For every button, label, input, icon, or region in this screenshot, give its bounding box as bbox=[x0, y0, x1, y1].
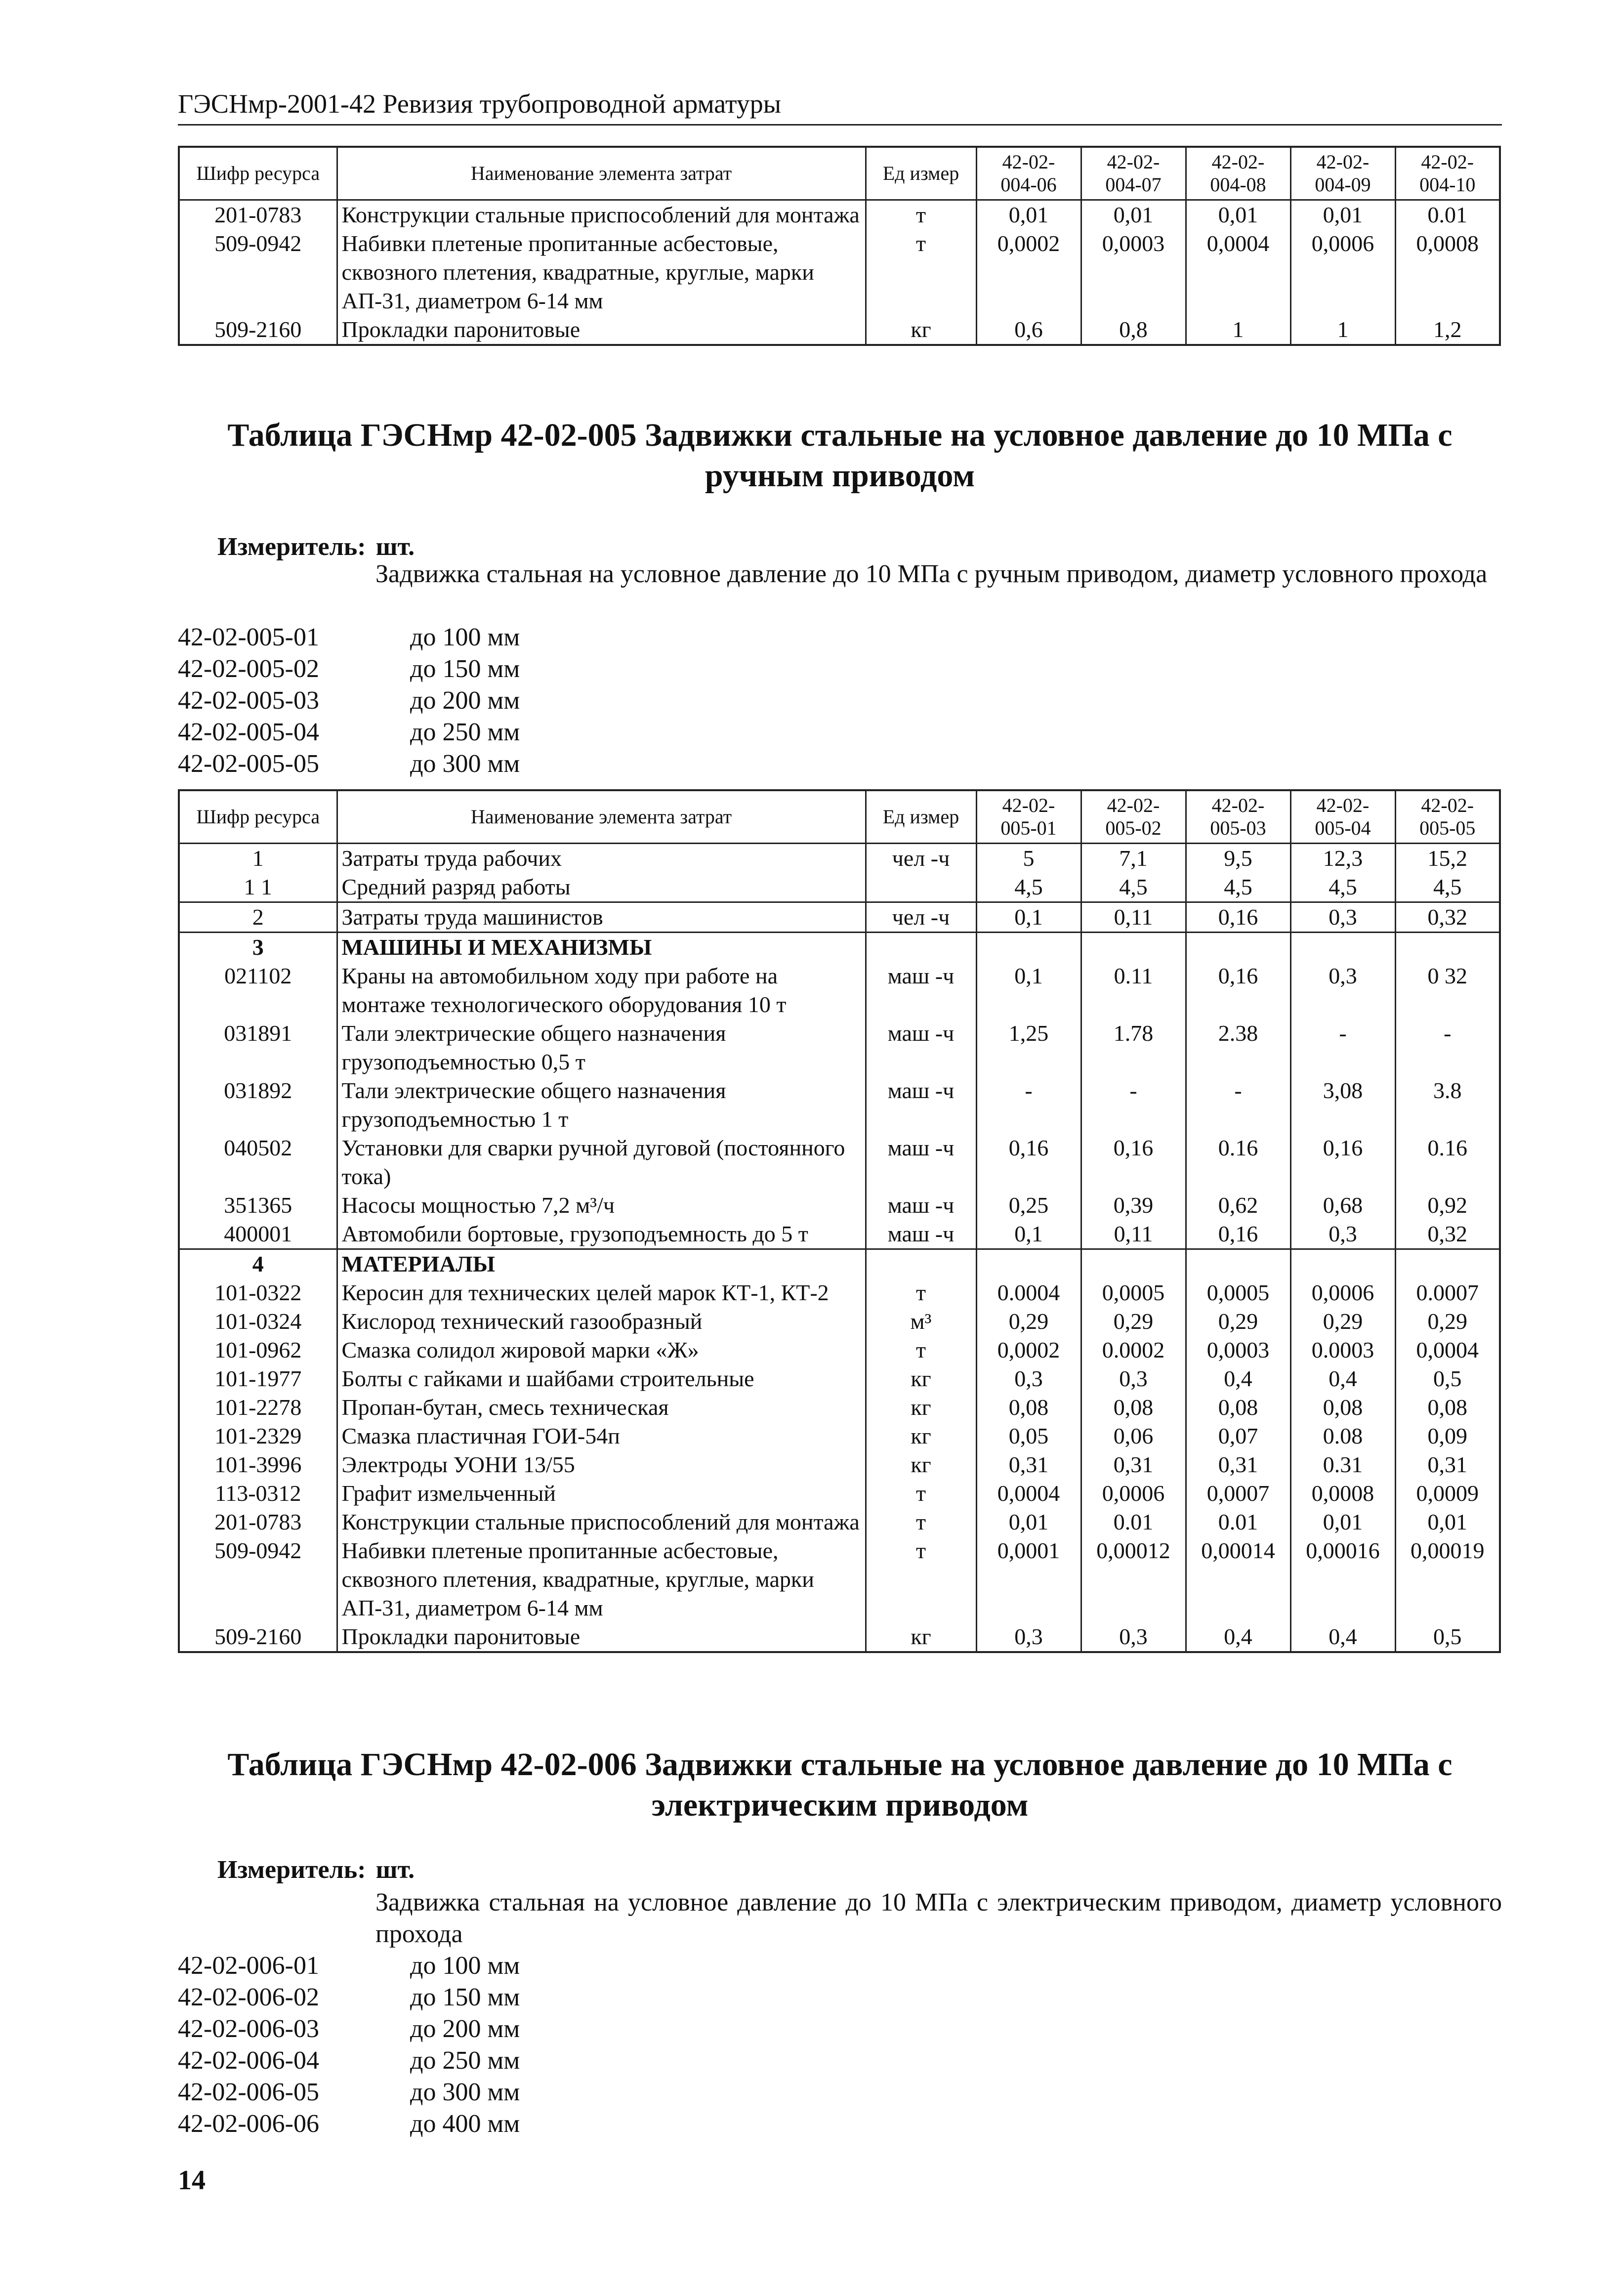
cost-element-name: Тали электрические общего назначения грузоподъемностью 0,5 т bbox=[337, 1019, 866, 1076]
norm-value: 0,16 bbox=[1186, 962, 1290, 1019]
norm-value: 0,3 bbox=[1290, 962, 1395, 1019]
table-005-title: Таблица ГЭСНмр 42-02-005 Задвижки стальные на условное давление до 10 МПа с ручным приводом bbox=[227, 417, 1453, 494]
norm-value: 0,01 bbox=[976, 1508, 1081, 1536]
table-row bbox=[179, 962, 1500, 1019]
norm-value: 0,0003 bbox=[1081, 229, 1186, 315]
table-row bbox=[179, 1393, 1500, 1422]
table-row bbox=[179, 1134, 1500, 1191]
norm-value: 0,1 bbox=[976, 962, 1081, 1019]
cost-element-name: Кислород технический газообразный bbox=[337, 1307, 866, 1336]
cost-element-name: Смазка пластичная ГОИ-54п bbox=[337, 1422, 866, 1450]
norm-value: 0,31 bbox=[1395, 1450, 1500, 1479]
table-row bbox=[179, 1536, 1500, 1622]
norm-value: 0,0006 bbox=[1290, 229, 1395, 315]
resource-code: 101-2278 bbox=[179, 1393, 337, 1422]
norm-value: 0,01 bbox=[1290, 1508, 1395, 1536]
table-row bbox=[179, 229, 1500, 315]
norm-value: 7,1 bbox=[1081, 844, 1186, 873]
norm-value bbox=[976, 933, 1081, 962]
norm-value: 0,00014 bbox=[1186, 1536, 1290, 1622]
description-006: Задвижка стальная на условное давление до 10 МПа с электрическим приводом, диаметр условного прохода bbox=[375, 1888, 1502, 1948]
variant-description: до 300 мм bbox=[410, 750, 520, 778]
norm-value: 0,32 bbox=[1395, 1220, 1500, 1249]
resource-table-004 bbox=[178, 146, 1501, 346]
unit-of-measure: т bbox=[866, 1536, 976, 1622]
resource-code: 031892 bbox=[179, 1076, 337, 1134]
table-row bbox=[179, 315, 1500, 345]
header-col-4: 42-02- 005-04 bbox=[1290, 790, 1395, 844]
resource-code: 201-0783 bbox=[179, 200, 337, 230]
resource-code: 509-2160 bbox=[179, 1622, 337, 1652]
norm-value bbox=[1186, 1249, 1290, 1279]
table-header-row bbox=[179, 790, 1500, 844]
resource-code: 400001 bbox=[179, 1220, 337, 1249]
unit-of-measure: чел -ч bbox=[866, 902, 976, 933]
resource-code: 101-2329 bbox=[179, 1422, 337, 1450]
norm-value: - bbox=[1290, 1019, 1395, 1076]
header-col-2: 42-02- 004-07 bbox=[1081, 147, 1186, 200]
header-code: Шифр ресурса bbox=[179, 790, 337, 844]
norm-value: 0,3 bbox=[1081, 1622, 1186, 1652]
table-row bbox=[179, 1076, 1500, 1134]
norm-value: 5 bbox=[976, 844, 1081, 873]
norm-value: 0,39 bbox=[1081, 1191, 1186, 1220]
variant-row bbox=[178, 748, 870, 780]
norm-value: 0,0004 bbox=[976, 1479, 1081, 1508]
table-row bbox=[179, 1622, 1500, 1652]
norm-value bbox=[976, 1249, 1081, 1279]
norm-value: 4,5 bbox=[1186, 873, 1290, 902]
table-row bbox=[179, 844, 1500, 873]
norm-value: 0 32 bbox=[1395, 962, 1500, 1019]
norm-value: 0,0002 bbox=[976, 229, 1081, 315]
norm-value bbox=[1395, 1249, 1500, 1279]
norm-value: 0,05 bbox=[976, 1422, 1081, 1450]
norm-value: 0.0007 bbox=[1395, 1278, 1500, 1307]
norm-value: 0,29 bbox=[1186, 1307, 1290, 1336]
norm-value: 0,0006 bbox=[1290, 1278, 1395, 1307]
variant-code: 42-02-005-05 bbox=[178, 750, 319, 778]
variant-code: 42-02-006-05 bbox=[178, 2078, 319, 2106]
norm-value: 0,68 bbox=[1290, 1191, 1395, 1220]
cost-element-name: Конструкции стальные приспособлений для монтажа bbox=[337, 200, 866, 230]
table-row bbox=[179, 933, 1500, 962]
norm-value bbox=[1081, 1249, 1186, 1279]
header-col-5: 42-02- 005-05 bbox=[1395, 790, 1500, 844]
norm-value: 0,3 bbox=[976, 1622, 1081, 1652]
norm-value: 1,2 bbox=[1395, 315, 1500, 345]
norm-value: 0,31 bbox=[1186, 1450, 1290, 1479]
norm-value: 0,0004 bbox=[1395, 1336, 1500, 1364]
resource-code: 101-0962 bbox=[179, 1336, 337, 1364]
norm-value: 0,0005 bbox=[1186, 1278, 1290, 1307]
norm-value: 0,32 bbox=[1395, 902, 1500, 933]
cost-element-name: МАТЕРИАЛЫ bbox=[337, 1249, 866, 1279]
resource-code: 031891 bbox=[179, 1019, 337, 1076]
variant-row bbox=[178, 2077, 870, 2108]
norm-value: 0,0001 bbox=[976, 1536, 1081, 1622]
unit-of-measure: маш -ч bbox=[866, 1134, 976, 1191]
norm-value: 0,16 bbox=[1290, 1134, 1395, 1191]
unit-of-measure bbox=[866, 873, 976, 902]
resource-code: 101-0322 bbox=[179, 1278, 337, 1307]
norm-value: 0,29 bbox=[1395, 1307, 1500, 1336]
norm-value: 0,0007 bbox=[1186, 1479, 1290, 1508]
cost-element-name: Набивки плетеные пропитанные асбестовые, сквозного плетения, квадратные, круглые, марки АП-31, диаметром 6-14 мм bbox=[337, 229, 866, 315]
norm-value: 0,11 bbox=[1081, 902, 1186, 933]
unit-of-measure: т bbox=[866, 229, 976, 315]
resource-code: 509-0942 bbox=[179, 1536, 337, 1622]
resource-code: 509-0942 bbox=[179, 229, 337, 315]
unit-of-measure: кг bbox=[866, 315, 976, 345]
resource-code: 351365 bbox=[179, 1191, 337, 1220]
norm-value: 0,8 bbox=[1081, 315, 1186, 345]
norm-value: 0,0006 bbox=[1081, 1479, 1186, 1508]
resource-code: 113-0312 bbox=[179, 1479, 337, 1508]
norm-value: 0.16 bbox=[1186, 1134, 1290, 1191]
norm-value: 15,2 bbox=[1395, 844, 1500, 873]
variant-description: до 200 мм bbox=[410, 2015, 520, 2043]
norm-value: 0,4 bbox=[1186, 1622, 1290, 1652]
variant-description: до 250 мм bbox=[410, 2046, 520, 2075]
cost-element-name: Керосин для технических целей марок КТ-1, КТ-2 bbox=[337, 1278, 866, 1307]
table-header-row bbox=[179, 147, 1500, 200]
variant-row bbox=[178, 685, 870, 717]
variant-row bbox=[178, 2108, 870, 2140]
variant-description: до 400 мм bbox=[410, 2110, 520, 2138]
resource-code: 3 bbox=[179, 933, 337, 962]
cost-element-name: Насосы мощностью 7,2 м³/ч bbox=[337, 1191, 866, 1220]
measure-label: Измеритель: bbox=[217, 533, 366, 561]
table-row bbox=[179, 902, 1500, 933]
norm-value: 0,5 bbox=[1395, 1622, 1500, 1652]
cost-element-name: Конструкции стальные приспособлений для монтажа bbox=[337, 1508, 866, 1536]
measure-unit: шт. bbox=[375, 1856, 415, 1884]
variant-code: 42-02-006-04 bbox=[178, 2046, 319, 2075]
table-row bbox=[179, 1307, 1500, 1336]
cost-element-name: Смазка солидол жировой марки «Ж» bbox=[337, 1336, 866, 1364]
norm-value: 0,00019 bbox=[1395, 1536, 1500, 1622]
header-col-3: 42-02- 005-03 bbox=[1186, 790, 1290, 844]
description-005: Задвижка стальная на условное давление до 10 МПа с ручным приводом, диаметр условного прохода bbox=[375, 560, 1488, 588]
cost-element-name: Краны на автомобильном ходу при работе на монтаже технологического оборудования 10 т bbox=[337, 962, 866, 1019]
norm-value: 0,4 bbox=[1186, 1364, 1290, 1393]
norm-value: 0,0004 bbox=[1186, 229, 1290, 315]
resource-code: 1 1 bbox=[179, 873, 337, 902]
norm-value: 0,11 bbox=[1081, 1220, 1186, 1249]
resource-code: 101-3996 bbox=[179, 1450, 337, 1479]
unit-of-measure: т bbox=[866, 1508, 976, 1536]
table-row bbox=[179, 873, 1500, 902]
norm-value: 0,1 bbox=[976, 902, 1081, 933]
resource-code: 1 bbox=[179, 844, 337, 873]
norm-value: 1,25 bbox=[976, 1019, 1081, 1076]
page-number: 14 bbox=[178, 2165, 206, 2196]
norm-value: 0,08 bbox=[1290, 1393, 1395, 1422]
norm-value: 0.08 bbox=[1290, 1422, 1395, 1450]
norm-value: 0,92 bbox=[1395, 1191, 1500, 1220]
norm-value: - bbox=[1186, 1076, 1290, 1134]
cost-element-name: Прокладки паронитовые bbox=[337, 1622, 866, 1652]
norm-value: 4,5 bbox=[1290, 873, 1395, 902]
norm-value bbox=[1081, 933, 1186, 962]
header-unit: Ед измер bbox=[866, 147, 976, 200]
table-row bbox=[179, 1364, 1500, 1393]
norm-value: 0,0005 bbox=[1081, 1278, 1186, 1307]
unit-of-measure bbox=[866, 933, 976, 962]
norm-value: 0,29 bbox=[976, 1307, 1081, 1336]
norm-value: 0,1 bbox=[976, 1220, 1081, 1249]
running-header: ГЭСНмр-2001-42 Ревизия трубопроводной арматуры bbox=[178, 86, 1502, 126]
norm-value: 0,4 bbox=[1290, 1622, 1395, 1652]
norm-value: 4,5 bbox=[976, 873, 1081, 902]
norm-value: 0,01 bbox=[1081, 200, 1186, 230]
norm-value: 0,3 bbox=[1081, 1364, 1186, 1393]
variant-description: до 100 мм bbox=[410, 623, 520, 651]
variant-row bbox=[178, 2013, 870, 2045]
variant-description: до 250 мм bbox=[410, 718, 520, 746]
cost-element-name: Прокладки паронитовые bbox=[337, 315, 866, 345]
cost-element-name: Затраты труда рабочих bbox=[337, 844, 866, 873]
header-unit: Ед измер bbox=[866, 790, 976, 844]
norm-value: 0,16 bbox=[1186, 902, 1290, 933]
norm-value: 0.01 bbox=[1395, 200, 1500, 230]
resource-code: 101-1977 bbox=[179, 1364, 337, 1393]
norm-value bbox=[1290, 933, 1395, 962]
measure-label-006 bbox=[217, 1854, 415, 1886]
unit-of-measure: маш -ч bbox=[866, 1191, 976, 1220]
resource-code: 201-0783 bbox=[179, 1508, 337, 1536]
norm-value: 0.01 bbox=[1081, 1508, 1186, 1536]
variant-description: до 300 мм bbox=[410, 2078, 520, 2106]
header-col-5: 42-02- 004-10 bbox=[1395, 147, 1500, 200]
table-row bbox=[179, 1249, 1500, 1279]
norm-value: 0,08 bbox=[976, 1393, 1081, 1422]
variant-code: 42-02-005-02 bbox=[178, 655, 319, 683]
cost-element-name: Установки для сварки ручной дуговой (постоянного тока) bbox=[337, 1134, 866, 1191]
variant-code: 42-02-006-03 bbox=[178, 2015, 319, 2043]
header-col-1: 42-02- 005-01 bbox=[976, 790, 1081, 844]
cost-element-name: Автомобили бортовые, грузоподъемность до 5 т bbox=[337, 1220, 866, 1249]
table-row bbox=[179, 1278, 1500, 1307]
header-code: Шифр ресурса bbox=[179, 147, 337, 200]
resource-code: 509-2160 bbox=[179, 315, 337, 345]
norm-value bbox=[1186, 933, 1290, 962]
norm-value bbox=[1290, 1249, 1395, 1279]
norm-value: 3.8 bbox=[1395, 1076, 1500, 1134]
unit-of-measure: кг bbox=[866, 1450, 976, 1479]
unit-of-measure: т bbox=[866, 1336, 976, 1364]
norm-value: 9,5 bbox=[1186, 844, 1290, 873]
cost-element-name: Затраты труда машинистов bbox=[337, 902, 866, 933]
table-row bbox=[179, 1508, 1500, 1536]
norm-value: 4,5 bbox=[1081, 873, 1186, 902]
norm-value: - bbox=[1081, 1076, 1186, 1134]
table-row bbox=[179, 1336, 1500, 1364]
norm-value: 0,3 bbox=[1290, 1220, 1395, 1249]
variant-code: 42-02-005-03 bbox=[178, 686, 319, 715]
resource-code: 040502 bbox=[179, 1134, 337, 1191]
norm-value: 0,08 bbox=[1081, 1393, 1186, 1422]
unit-of-measure: кг bbox=[866, 1422, 976, 1450]
norm-value: 0,31 bbox=[976, 1450, 1081, 1479]
variant-code: 42-02-006-06 bbox=[178, 2110, 319, 2138]
norm-value: 0,16 bbox=[976, 1134, 1081, 1191]
norm-value: 2.38 bbox=[1186, 1019, 1290, 1076]
table-row bbox=[179, 1479, 1500, 1508]
norm-value: 3,08 bbox=[1290, 1076, 1395, 1134]
norm-value: 0.16 bbox=[1395, 1134, 1500, 1191]
norm-value: 0,6 bbox=[976, 315, 1081, 345]
norm-value: 12,3 bbox=[1290, 844, 1395, 873]
norm-value: 0,62 bbox=[1186, 1191, 1290, 1220]
resource-code: 101-0324 bbox=[179, 1307, 337, 1336]
norm-value: 1 bbox=[1186, 315, 1290, 345]
variant-list-005 bbox=[178, 622, 870, 780]
norm-value: 1.78 bbox=[1081, 1019, 1186, 1076]
variant-row bbox=[178, 622, 870, 653]
unit-of-measure: т bbox=[866, 1278, 976, 1307]
variant-code: 42-02-005-01 bbox=[178, 623, 319, 651]
norm-value: 0.0002 bbox=[1081, 1336, 1186, 1364]
variant-code: 42-02-006-02 bbox=[178, 1983, 319, 2011]
table-006-title: Таблица ГЭСНмр 42-02-006 Задвижки стальные на условное давление до 10 МПа с электрическим приводом bbox=[227, 1746, 1453, 1823]
table-row bbox=[179, 1422, 1500, 1450]
table-row bbox=[179, 1019, 1500, 1076]
norm-value: 0.01 bbox=[1186, 1508, 1290, 1536]
norm-value: 0,01 bbox=[1186, 200, 1290, 230]
variant-code: 42-02-006-01 bbox=[178, 1952, 319, 1980]
norm-value bbox=[1395, 933, 1500, 962]
norm-value: 0.0004 bbox=[976, 1278, 1081, 1307]
header-name: Наименование элемента затрат bbox=[337, 790, 866, 844]
resource-code: 4 bbox=[179, 1249, 337, 1279]
unit-of-measure bbox=[866, 1249, 976, 1279]
header-col-3: 42-02- 004-08 bbox=[1186, 147, 1290, 200]
variant-row bbox=[178, 653, 870, 685]
unit-of-measure: маш -ч bbox=[866, 962, 976, 1019]
cost-element-name: Электроды УОНИ 13/55 bbox=[337, 1450, 866, 1479]
variant-description: до 150 мм bbox=[410, 655, 520, 683]
unit-of-measure: м³ bbox=[866, 1307, 976, 1336]
cost-element-name: Набивки плетеные пропитанные асбестовые, сквозного плетения, квадратные, круглые, марки АП-31, диаметром 6-14 мм bbox=[337, 1536, 866, 1622]
norm-value: 0,00012 bbox=[1081, 1536, 1186, 1622]
norm-value: 0,4 bbox=[1290, 1364, 1395, 1393]
norm-value: 0,06 bbox=[1081, 1422, 1186, 1450]
norm-value: 0,08 bbox=[1395, 1393, 1500, 1422]
unit-of-measure: т bbox=[866, 200, 976, 230]
norm-value: 0,31 bbox=[1081, 1450, 1186, 1479]
norm-value: 0,09 bbox=[1395, 1422, 1500, 1450]
table-row bbox=[179, 1450, 1500, 1479]
norm-value: - bbox=[1395, 1019, 1500, 1076]
unit-of-measure: чел -ч bbox=[866, 844, 976, 873]
norm-value: 0,16 bbox=[1186, 1220, 1290, 1249]
variant-code: 42-02-005-04 bbox=[178, 718, 319, 746]
unit-of-measure: т bbox=[866, 1479, 976, 1508]
norm-value: 0.0003 bbox=[1290, 1336, 1395, 1364]
norm-value: 0,5 bbox=[1395, 1364, 1500, 1393]
norm-value: 0,25 bbox=[976, 1191, 1081, 1220]
variant-row bbox=[178, 1982, 870, 2013]
norm-value: 0,0003 bbox=[1186, 1336, 1290, 1364]
cost-element-name: Болты с гайками и шайбами строительные bbox=[337, 1364, 866, 1393]
variant-description: до 200 мм bbox=[410, 686, 520, 715]
cost-element-name: Средний разряд работы bbox=[337, 873, 866, 902]
unit-of-measure: кг bbox=[866, 1364, 976, 1393]
cost-element-name: Графит измельченный bbox=[337, 1479, 866, 1508]
table-row bbox=[179, 1191, 1500, 1220]
norm-value: 0,00016 bbox=[1290, 1536, 1395, 1622]
norm-value: 0,3 bbox=[976, 1364, 1081, 1393]
norm-value: 0,0008 bbox=[1395, 229, 1500, 315]
norm-value: 0,29 bbox=[1290, 1307, 1395, 1336]
cost-element-name: Пропан-бутан, смесь техническая bbox=[337, 1393, 866, 1422]
variant-row bbox=[178, 1950, 870, 1982]
variant-row bbox=[178, 717, 870, 748]
header-col-4: 42-02- 004-09 bbox=[1290, 147, 1395, 200]
norm-value: - bbox=[976, 1076, 1081, 1134]
measure-unit: шт. bbox=[375, 533, 415, 561]
table-row bbox=[179, 200, 1500, 230]
variant-description: до 150 мм bbox=[410, 1983, 520, 2011]
unit-of-measure: маш -ч bbox=[866, 1076, 976, 1134]
norm-value: 0,0008 bbox=[1290, 1479, 1395, 1508]
resource-code: 2 bbox=[179, 902, 337, 933]
norm-value: 0,01 bbox=[1290, 200, 1395, 230]
norm-value: 0,29 bbox=[1081, 1307, 1186, 1336]
variant-row bbox=[178, 2045, 870, 2077]
norm-value: 0.31 bbox=[1290, 1450, 1395, 1479]
norm-value: 0,08 bbox=[1186, 1393, 1290, 1422]
header-name: Наименование элемента затрат bbox=[337, 147, 866, 200]
variant-description: до 100 мм bbox=[410, 1952, 520, 1980]
norm-value: 0,01 bbox=[1395, 1508, 1500, 1536]
unit-of-measure: кг bbox=[866, 1622, 976, 1652]
header-col-1: 42-02- 004-06 bbox=[976, 147, 1081, 200]
norm-value: 0,07 bbox=[1186, 1422, 1290, 1450]
resource-table-005 bbox=[178, 789, 1501, 1653]
norm-value: 0,01 bbox=[976, 200, 1081, 230]
norm-value: 0.11 bbox=[1081, 962, 1186, 1019]
norm-value: 0,3 bbox=[1290, 902, 1395, 933]
cost-element-name: Тали электрические общего назначения грузоподъемностью 1 т bbox=[337, 1076, 866, 1134]
variant-list-006 bbox=[178, 1950, 870, 2140]
unit-of-measure: кг bbox=[866, 1393, 976, 1422]
header-col-2: 42-02- 005-02 bbox=[1081, 790, 1186, 844]
cost-element-name: МАШИНЫ И МЕХАНИЗМЫ bbox=[337, 933, 866, 962]
measure-label: Измеритель: bbox=[217, 1856, 366, 1884]
norm-value: 0,16 bbox=[1081, 1134, 1186, 1191]
norm-value: 0,0009 bbox=[1395, 1479, 1500, 1508]
unit-of-measure: маш -ч bbox=[866, 1019, 976, 1076]
resource-code: 021102 bbox=[179, 962, 337, 1019]
norm-value: 4,5 bbox=[1395, 873, 1500, 902]
norm-value: 0,0002 bbox=[976, 1336, 1081, 1364]
table-row bbox=[179, 1220, 1500, 1249]
norm-value: 1 bbox=[1290, 315, 1395, 345]
unit-of-measure: маш -ч bbox=[866, 1220, 976, 1249]
